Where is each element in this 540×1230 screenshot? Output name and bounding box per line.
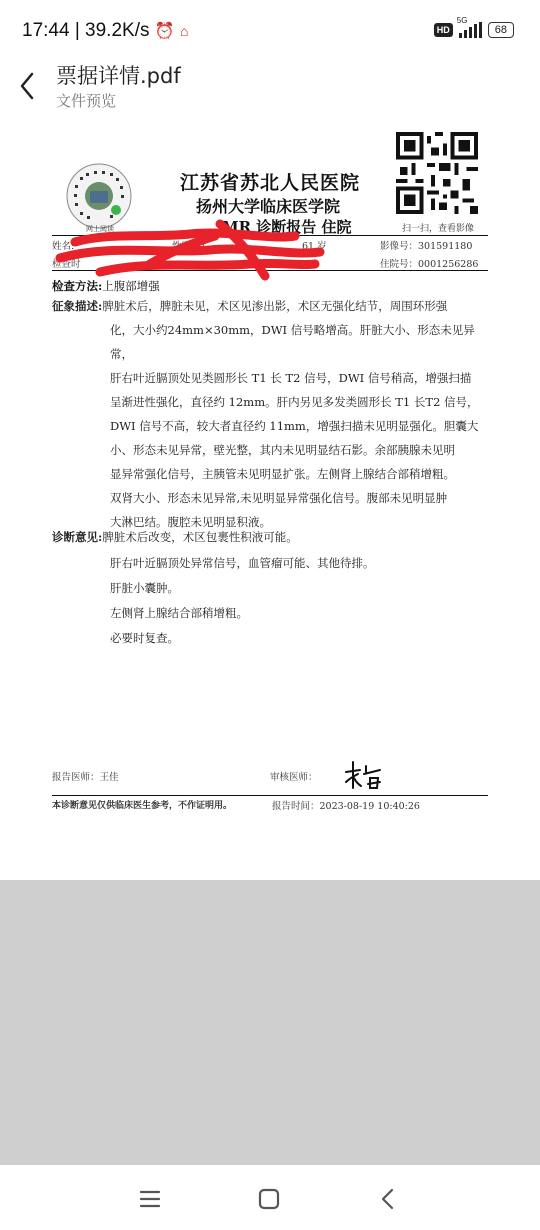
findings-line: 化，大小约24mm×30mm，DWI 信号略增高。肝脏大小、形态未见异常， bbox=[110, 323, 475, 361]
diagnosis-line: 左侧肾上腺结合部稍增粗。 bbox=[110, 606, 248, 620]
findings-first-line: 征象描述:脾脏术后，脾脏未见，术区见渗出影，术区无强化结节，周围环形强 bbox=[52, 299, 448, 313]
top-app-bar bbox=[0, 62, 540, 118]
hospital-name: 江苏省苏北人民医院 bbox=[180, 172, 361, 194]
report-doctor: 报告医师：王佳 bbox=[52, 772, 119, 783]
disclaimer: 本诊断意见仅供临床医生参考，不作证明用。 bbox=[52, 801, 233, 811]
diagnosis-line: 必要时复查。 bbox=[110, 631, 179, 645]
menu-button[interactable] bbox=[130, 1179, 170, 1219]
review-doctor-label: 审核医师： bbox=[270, 772, 318, 783]
back-nav-button[interactable] bbox=[368, 1179, 408, 1219]
findings-line: DWI 信号不高，较大者直径约 11mm，增强扫描未见明显强化。胆囊大 bbox=[110, 419, 479, 433]
home-button[interactable] bbox=[249, 1179, 289, 1219]
findings-line: 显异常强化信号，主胰管未见明显扩张。左侧肾上腺结合部稍增粗。 bbox=[110, 467, 455, 481]
findings-lines bbox=[110, 318, 495, 534]
findings-line: 小、形态未见异常，壁光整，其内未见明显结石影。余部胰腺未见明 bbox=[110, 443, 455, 457]
signal-icon: 5G bbox=[459, 22, 482, 38]
viewer-background bbox=[0, 880, 540, 1165]
alarm-icon: ⏰ bbox=[154, 23, 175, 40]
view-images-qr-icon bbox=[396, 132, 478, 214]
findings-line: 呈渐进性强化，直径约 12mm。肝内另见多发类圆形长 T1 长T2 信号， bbox=[110, 395, 479, 409]
findings-line: 大淋巴结。腹腔未见明显积液。 bbox=[110, 515, 271, 529]
diagnosis-line: 肝脏小囊肿。 bbox=[110, 581, 179, 595]
check-time-label: 检查时 bbox=[52, 259, 81, 270]
report-time: 报告时间：2023-08-19 10:40:26 bbox=[272, 801, 420, 812]
hd-icon: HD bbox=[434, 23, 453, 37]
menu-icon bbox=[139, 1189, 161, 1209]
patient-gender: 性别: 女 bbox=[172, 241, 207, 252]
divider bbox=[52, 795, 488, 796]
findings-line: 双肾大小、形态未见异常,未见明显异常强化信号。腹部未见明显肿 bbox=[110, 491, 448, 505]
patient-name-label: 姓名: bbox=[52, 241, 75, 252]
status-time: 17:44 | 39.2K/s ⏰ ⌂ bbox=[22, 20, 189, 41]
scan-caption: 扫一扫，查看影像 bbox=[402, 224, 475, 234]
diagnosis-line: 肝右叶近膈顶处异常信号，血管瘤可能、其他待排。 bbox=[110, 556, 375, 570]
file-subtitle: 文件预览 bbox=[56, 92, 117, 110]
diagnosis-first-line: 诊断意见:脾脏术后改变，术区包裹性积液可能。 bbox=[52, 530, 298, 544]
method-row: 检查方法:上腹部增强 bbox=[52, 279, 160, 293]
back-arrow-icon bbox=[10, 66, 46, 106]
back-button[interactable] bbox=[10, 66, 46, 106]
status-bar bbox=[0, 0, 540, 62]
file-title: 票据详情.pdf bbox=[56, 64, 181, 88]
findings-line: 肝右叶近膈顶处见类圆形长 T1 长 T2 信号，DWI 信号稍高，增强扫描 bbox=[110, 371, 472, 385]
report-title: MR 诊断报告 住院 bbox=[222, 218, 352, 236]
system-nav-bar bbox=[0, 1165, 540, 1230]
image-number: 影像号：301591180 bbox=[380, 241, 473, 252]
inpatient-number: 住院号：0001256286 bbox=[380, 259, 479, 270]
home-square-icon bbox=[258, 1188, 280, 1210]
hospital-subtitle: 扬州大学临床医学院 bbox=[196, 197, 341, 216]
back-chevron-icon bbox=[378, 1188, 398, 1210]
battery-icon: 68 bbox=[488, 22, 514, 38]
reviewer-signature bbox=[340, 758, 388, 794]
patient-age: 61 岁 bbox=[302, 241, 327, 252]
app-notification-icon: ⌂ bbox=[179, 23, 189, 39]
qr-caption: 网上阅读 bbox=[86, 225, 114, 233]
pdf-page[interactable] bbox=[0, 118, 540, 880]
diagnosis-lines bbox=[110, 551, 495, 651]
